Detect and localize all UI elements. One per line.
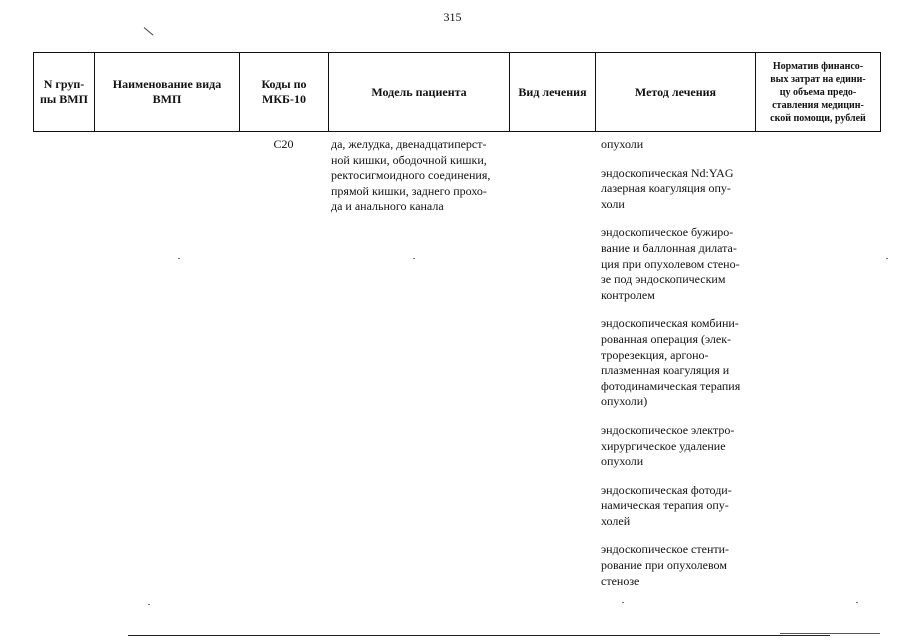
model-line: да, желудка, двенадцатиперст- [331, 137, 487, 151]
header-treatment-method: Метод лечения [596, 53, 756, 131]
method-item: эндоскопическое электро- хирургическое удаление опухоли [601, 422, 735, 469]
model-line: да и анального канала [331, 199, 444, 214]
bottom-rule [128, 635, 830, 636]
method-item: эндоскопическое стенти- рование при опухолевом стенозе [601, 542, 730, 588]
patient-model-cell [331, 137, 509, 215]
scan-speck [413, 258, 415, 259]
table-header [33, 52, 881, 132]
method-item: эндоскопическое бужиро- вание и баллонная дилата- ция при опухолевом стено- зе под эндоскопическим контролем [601, 225, 740, 302]
scan-speck [178, 258, 180, 259]
model-line: прямой кишки, заднего прохо- [331, 183, 487, 198]
header-cost-norm: Норматив финансо- вых затрат на едини- цу объема предо- ставления медицин- ской помощи, рублей [770, 60, 866, 124]
header-treatment-type: Вид лечения [510, 53, 596, 131]
method-item: эндоскопическая комбини- рованная операция (элек- трорезекция, аргоно- плазменная коагуляция и фотодинамическая терапия опухоли) [601, 316, 741, 409]
page-number: 315 [443, 10, 462, 24]
model-line: ной кишки, ободочной кишки, [331, 152, 487, 167]
header-patient-model: Модель пациента [329, 53, 510, 131]
scan-speck [886, 258, 888, 259]
treatment-methods-cell [601, 137, 761, 602]
scan-mark [144, 27, 154, 35]
model-line: ректосигмоидного соединения, [331, 168, 491, 183]
method-item: эндоскопическая Nd:YAG лазерная коагуляция опу- холи [601, 165, 734, 211]
bottom-rule [780, 633, 880, 634]
header-vmp-name: Наименование вида ВМП [95, 53, 240, 131]
method-item: эндоскопическая фотоди- намическая терапия опу- холей [601, 482, 732, 528]
icd-code-cell: C20 [273, 137, 294, 151]
scan-speck [856, 602, 858, 603]
scan-speck [148, 604, 150, 605]
method-item: опухоли [601, 137, 644, 151]
header-group-number: N груп- пы ВМП [34, 53, 95, 131]
header-icd-codes: Коды по МКБ-10 [240, 53, 329, 131]
